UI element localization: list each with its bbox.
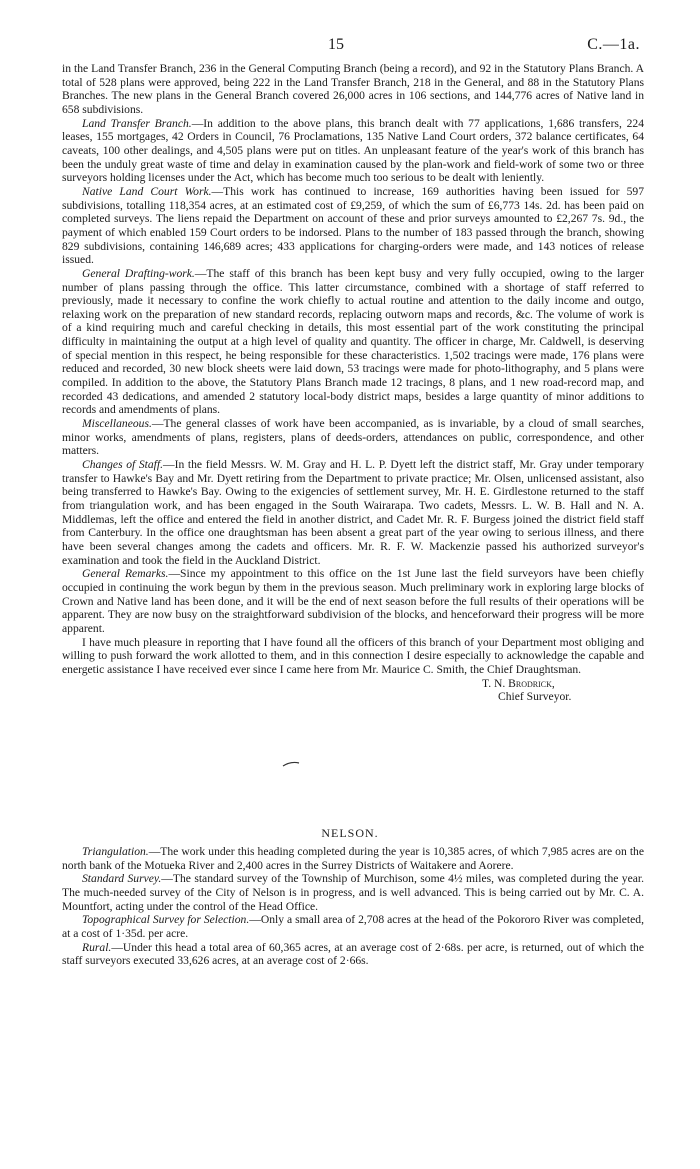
paragraph-general-drafting — [62, 267, 644, 417]
paragraph-text: —The work under this heading completed during the year is 10,385 acres, of which 7,985 acres are on the north bank of the Motueka River and 2,400 acres in the Surrey Districts of Waitakere and Aorere. — [62, 845, 644, 872]
section-heading-nelson: NELSON. — [321, 826, 379, 840]
paragraph-text: —Since my appointment to this office on the 1st June last the field surveyors have been chiefly occupied in continuing the work begun by them in the previous season. Much preliminary work in exploring large blocks of Crown and Native land has been done, and it will be the end of next season before the full results of their operations will be apparent. They are now busy on the straightforward subdivision of the blocks, and henceforward their progress will be more apparent. — [62, 567, 644, 635]
paragraph-text: —The general classes of work have been accompanied, as is invariable, by a cloud of small searches, minor works, amendments of plans, registers, plans of deeds-orders, attendances on public, correspondence, and other matters. — [62, 417, 644, 458]
intro-paragraph: in the Land Transfer Branch, 236 in the General Computing Branch (being a record), and 92 in the Statutory Plans Branch. A total of 528 plans were approved, being 222 in the Land Transfer Branch, 218 in the General, and 88 in the Statutory Plans Branches. The new plans in the General Branch covered 26,000 acres in 106 sections, and 144,776 acres of Native land in 658 subdivisions. — [62, 62, 644, 116]
paragraph-heading: Land Transfer Branch. — [82, 116, 192, 130]
paragraph-text: —The staff of this branch has been kept busy and very fully occupied, owing to the larger number of plans passing through the office. This latter circumstance, combined with a shortage of staff referred to previously, made it necessary to confine the work chiefly to actual routine and attention to the daily income and outgo, relaxing work on the preparation of new standard records, replacing outworn maps and records, &c. The volume of work is of a kind requiring much and careful checking in details, this most essential part of the work constituting the principal difficulty in maintaining the output at a high level of quality and quantity. The officer in charge, Mr. Caldwell, is deserving of special mention in this respect, he being responsible for these characteristics. 1,502 tracings were made, 176 plans were reduced and recorded, 30 new block sheets were laid down, 53 tracings were made for photo-lithography, and 5 plans were compiled. In addition to the above, the Statutory Plans Branch made 12 tracings, 8 plans, and 1 new road-record map, and recorded 43 dedications, and amended 2 statutory local-body district maps, besides a large quantity of minor additions to records and amendments of plans. — [62, 266, 644, 417]
paragraph-changes-of-staff — [62, 458, 644, 567]
paragraph-topographical-survey — [62, 913, 644, 940]
branch-report-body — [62, 62, 644, 704]
paragraph-heading: Triangulation. — [82, 845, 149, 858]
paragraph-heading: General Drafting-work. — [82, 266, 195, 280]
signature-title: Chief Surveyor. — [498, 690, 572, 704]
paragraph-text: —In addition to the above plans, this branch dealt with 77 applications, 1,686 transfers, 224 leases, 155 mortgages, 42 Orders in Council, 76 Proclamations, 135 Native Land Court orders, 372 balance certificates, 64 caveats, 100 other dealings, and 4,505 plans were put on titles. An unpleasant feature of the year's work of this branch has been the unduly great waste of time and delay in examination caused by the plan-work and field-work of some two or three surveyors holding licenses under the Act, which has become much too serious to be dealt with leniently. — [62, 116, 644, 185]
paragraph-heading: Topographical Survey for Selection. — [82, 913, 250, 927]
page-number: 15 — [328, 36, 344, 53]
paragraph-text: —The standard survey of the Township of Murchison, some 4½ miles, was completed during the year. The much-needed survey of the City of Nelson is in progress, and is well advanced. This is being carried out by Mr. C. A. Mountfort, acting under the control of the Head Office. — [62, 872, 644, 913]
closing-paragraph: I have much pleasure in reporting that I have found all the officers of this branch of your Department most obliging and willing to push forward the work allotted to them, and in this connection I desire especially to acknowledge the capable and energetic assistance I have received ever since I came here from Mr. Maurice C. Smith, the Chief Draughtsman. — [62, 635, 644, 676]
flourish-mark — [282, 761, 300, 767]
paragraph-text: —Under this head a total area of 60,365 acres, at an average cost of 2·68s. per acre, is returned, out of which the staff surveyors executed 33,626 acres, at an average cost of 2·66s. — [62, 940, 644, 968]
paragraph-text: —Only a small area of 2,708 acres at the head of the Pokororo River was completed, at a cost of 1·35d. per acre. — [62, 913, 644, 940]
paragraph-heading: Changes of Staff. — [82, 458, 164, 472]
paragraph-text: —In the field Messrs. W. M. Gray and H. L. P. Dyett left the district staff, Mr. Gray under temporary transfer to Hawke's Bay and Mr. Dyett retiring from the Department to private practice; Mr. Olsen, unlicensed assistant, also being transferred to Hawke's Bay. Owing to the exigencies of settlement survey, Mr. H. E. Girdlestone returned to the staff from triangulation work, and has been engaged in the South Wairarapa. Two cadets, Messrs. L. W. B. Hall and N. A. Middlemas, left the office and entered the field in another district, and Cadet Mr. R. F. Burgess joined the district field staff from Canterbury. In the office one draughtsman has been absent a great part of the year owing to serious illness, and there have been several changes among the cadets and officers. Mr. R. F. W. Mackenzie passed his authorized surveyor's examination and took the field in the Auckland District. — [62, 458, 644, 567]
paragraph-rural — [62, 941, 644, 968]
paragraph-standard-survey — [62, 872, 644, 913]
signature-name: T. N. Brodrick, — [482, 676, 555, 690]
paragraph-triangulation — [62, 845, 644, 872]
paragraph-text: —This work has continued to increase, 169 authorities having been issued for 597 subdivisions, totalling 118,354 acres, at an estimated cost of £9,259, of which the sum of £6,773 14s. 2d. has been paid on completed surveys. The liens repaid the Department on account of these and prior surveys amounted to £2,267 7s. 9d., the payment of which enabled 159 Court orders to be indorsed. Plans to the number of 183 passed through the branch, showing 829 subdivisions, containing 146,689 acres; 433 applications for charging-orders were made, and 143 notices of release issued. — [62, 184, 644, 267]
paragraph-heading: General Remarks. — [82, 567, 169, 581]
page-header — [0, 36, 700, 58]
paragraph-heading: Miscellaneous. — [82, 417, 152, 431]
paragraph-miscellaneous — [62, 417, 644, 458]
nelson-report-body — [62, 845, 644, 968]
paragraph-native-land-court — [62, 185, 644, 267]
report-reference: C.—1a. — [587, 36, 640, 53]
paragraph-heading: Rural. — [82, 940, 112, 954]
paragraph-heading: Native Land Court Work. — [82, 184, 212, 198]
paragraph-general-remarks — [62, 567, 644, 635]
paragraph-land-transfer — [62, 117, 644, 185]
paragraph-heading: Standard Survey. — [82, 872, 162, 886]
